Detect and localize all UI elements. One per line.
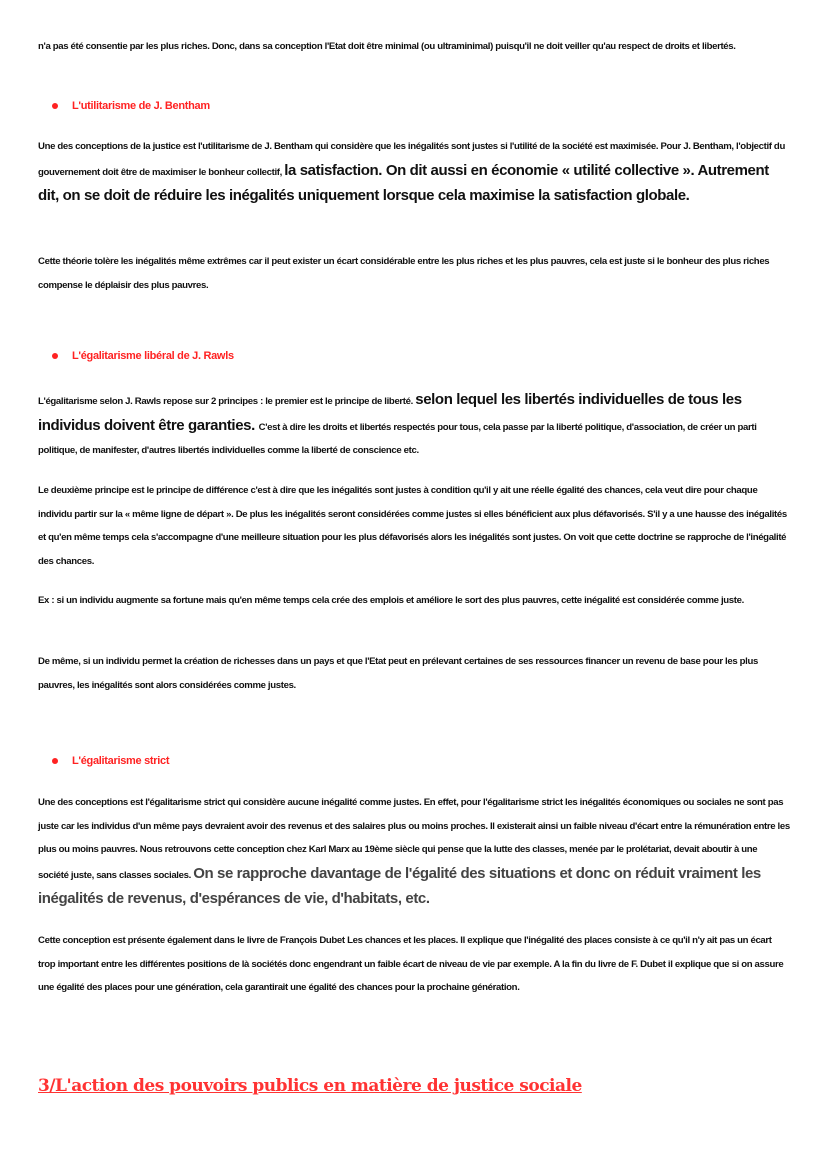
text: De même, si un individu permet la création de richesses dans un pays et que l'Etat peut en prélevant certaines de ses ressources financer un revenu de base pour les plus pauvres, les inégalités sont alors considérées comme justes. [38, 656, 758, 691]
bullet-icon [52, 758, 58, 764]
text-large: la satisfaction. On dit aussi en économie « utilité collective ». Autrement dit, on se doit de réduire les inégalités uniquement lorsque cela maximise la satisfaction globale. [38, 161, 769, 205]
heading-text: L'égalitarisme libéral de J. Rawls [72, 350, 234, 362]
text-large: On se rapproche davantage de l'égalité des situations et donc on réduit vraiment les inégalités de revenus, d'espérances de vie, d'habitats, etc. [38, 864, 761, 908]
paragraph-rawls-first-principle [38, 388, 790, 463]
section-heading: 3/L'action des pouvoirs publics en matière de justice sociale [38, 1076, 582, 1096]
paragraph-nozick-end [38, 35, 790, 59]
heading-text: L'égalitarisme strict [72, 755, 170, 767]
paragraph-rawls-second-principle [38, 479, 790, 573]
text: Ex : si un individu augmente sa fortune mais qu'en même temps cela crée des emplois et améliore le sort des plus pauvres, cette inégalité est considérée comme juste. [38, 595, 744, 606]
text: C'est à dire les droits et libertés respectés pour tous, cela passe par la liberté politique, d'association, de créer un parti politique, de manifester, d'autres libertés individuelles comme la liberté de conscience etc. [38, 421, 757, 457]
paragraph-bentham [38, 135, 790, 210]
text-large: selon lequel les libertés individuelles de tous les individus doivent être garanties. [38, 391, 742, 434]
paragraph-de-meme [38, 650, 790, 697]
heading-rawls [52, 350, 234, 362]
paragraph-example [38, 589, 790, 613]
text: Une des conceptions est l'égalitarisme strict qui considère aucune inégalité comme justes. En effet, pour l'égalitarisme strict les inégalités économiques ou sociales ne sont pas juste car les individus d'un même pays devraient avoir des revenus et des salaires plus ou moins proches. Il existerait ainsi un faible niveau d'écart entre la rémunération entre les plus ou moins pauvres. Nous retrouvons cette conception chez Karl Marx au 19ème siècle qui pense que la lutte des classes, menée par le prolétariat, devait aboutir à une société juste, sans classes sociales. [38, 797, 790, 881]
text: Cette conception est présente également dans le livre de François Dubet Les chances et les places. Il explique que l'inégalité des places consiste à ce qu'il n'y ait pas un écart trop important entre les différentes positions de là sociétés donc engendrant un faible écart de niveau de vie par exemple. A la fin du livre de F. Dubet il explique que si on assure une égalité des places pour une génération, cela garantirait une égalité des chances pour la prochaine génération. [38, 935, 784, 994]
text: Cette théorie tolère les inégalités même extrêmes car il peut exister un écart considérable entre les plus riches et les plus pauvres, cela est juste si le bonheur des plus riches compense le déplaisir des plus pauvres. [38, 256, 770, 291]
text: L'égalitarisme selon J. Rawls repose sur 2 principes : le premier est le principe de liberté. [38, 396, 416, 407]
heading-strict [52, 755, 169, 767]
bullet-icon [52, 353, 58, 359]
text: n'a pas été consentie par les plus riches. Donc, dans sa conception l'Etat doit être minimal (ou ultraminimal) puisqu'il ne doit veiller qu'au respect de droits et libertés. [38, 41, 736, 52]
heading-bentham [52, 100, 210, 112]
paragraph-bentham-theory [38, 250, 790, 297]
heading-text: L'utilitarisme de J. Bentham [72, 100, 210, 112]
text: Une des conceptions de la justice est l'utilitarisme de J. Bentham qui considère que les inégalités sont justes si l'utilité de la société est maximisée. Pour J. Bentham, l'objectif du gouvernement doit être de maximiser le bonheur collectif, [38, 141, 785, 178]
paragraph-strict [38, 791, 790, 913]
paragraph-dubet [38, 929, 790, 1000]
text: Le deuxième principe est le principe de différence c'est à dire que les inégalités sont justes à condition qu'il y ait une réelle égalité des chances, cela veut dire pour chaque individu partir sur la « même ligne de départ ». De plus les inégalités seront considérées comme justes si elles bénéficient aux plus défavorisés. S'il y a une hausse des inégalités et qu'en même temps cela s'accompagne d'une meilleure situation pour les plus défavorisés alors les inégalités sont justes. On voit que cette doctrine se rapproche de l'inégalité des chances. [38, 485, 787, 567]
bullet-icon [52, 103, 58, 109]
